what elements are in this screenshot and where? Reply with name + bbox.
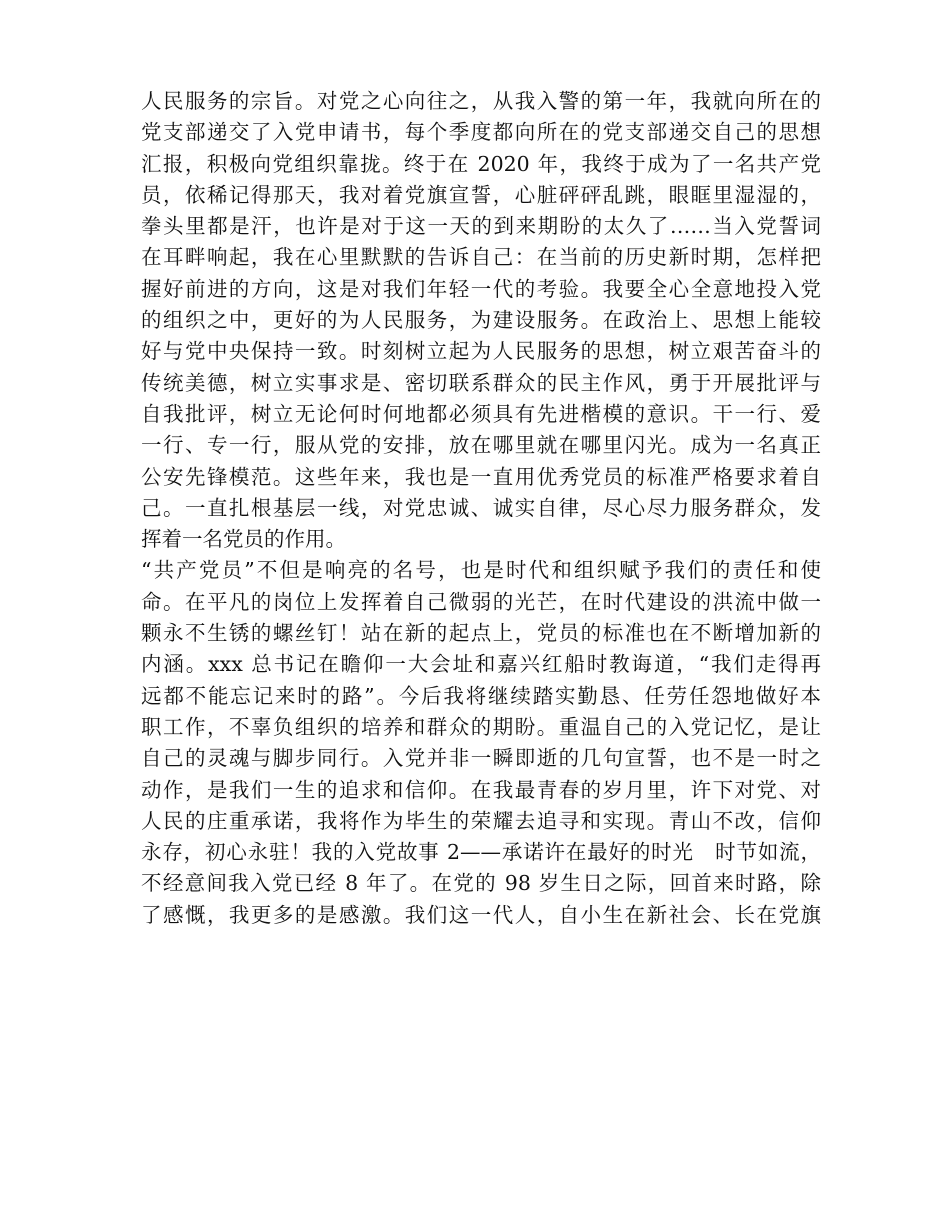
text-line: 拳头里都是汗，也许是对于这一天的到来期盼的太久了……当入党誓词: [141, 214, 821, 239]
document-body: [141, 86, 821, 931]
text-line: 了感慨，我更多的是感激。我们这一代人，自小生在新社会、长在党旗: [141, 902, 821, 927]
text-line: 党支部递交了入党申请书，每个季度都向所在的党支部递交自己的思想: [141, 120, 821, 145]
text-line: “共产党员”不但是响亮的名号，也是时代和组织赋予我们的责任和使: [141, 558, 821, 583]
text-line: 传统美德，树立实事求是、密切联系群众的民主作风，勇于开展批评与: [141, 370, 821, 395]
text-line: 人民服务的宗旨。对党之心向往之，从我入警的第一年，我就向所在的: [141, 89, 821, 113]
text-line: 远都不能忘记来时的路”。今后我将继续踏实勤恳、任劳任怨地做好本: [141, 683, 821, 708]
text-line: 自己的灵魂与脚步同行。入党并非一瞬即逝的几句宣誓，也不是一时之: [141, 746, 821, 771]
text-line: 在耳畔响起，我在心里默默的告诉自己：在当前的历史新时期，怎样把: [141, 245, 821, 270]
text-line: 命。在平凡的岗位上发挥着自己微弱的光芒，在时代建设的洪流中做一: [141, 589, 821, 614]
text-line: 自我批评，树立无论何时何地都必须具有先进楷模的意识。干一行、爱: [141, 401, 821, 426]
text-line: 一行、专一行，服从党的安排，放在哪里就在哪里闪光。成为一名真正: [141, 433, 821, 458]
text-line: 的组织之中，更好的为人民服务，为建设服务。在政治上、思想上能较: [141, 308, 821, 333]
text-line: 颗永不生锈的螺丝钉！站在新的起点上，党员的标准也在不断增加新的: [141, 621, 821, 646]
text-line: 公安先锋模范。这些年来，我也是一直用优秀党员的标准严格要求着自: [141, 464, 821, 489]
text-line: 员，依稀记得那天，我对着党旗宣誓，心脏砰砰乱跳，眼眶里湿湿的，: [141, 182, 821, 207]
text-line: 握好前进的方向，这是对我们年轻一代的考验。我要全心全意地投入党: [141, 276, 821, 301]
paragraph: [141, 555, 821, 931]
text-line: 内涵。xxx 总书记在瞻仰一大会址和嘉兴红船时教诲道，“我们走得再: [141, 652, 821, 677]
text-line: 职工作，不辜负组织的培养和群众的期盼。重温自己的入党记忆，是让: [141, 714, 821, 739]
text-line: 好与党中央保持一致。时刻树立起为人民服务的思想，树立艰苦奋斗的: [141, 339, 821, 364]
text-line: 永存，初心永驻！我的入党故事 2——承诺许在最好的时光 时节如流，: [141, 840, 821, 865]
text-line: 己。一直扎根基层一线，对党忠诚、诚实自律，尽心尽力服务群众，发: [141, 495, 821, 520]
text-line: 汇报，积极向党组织靠拢。终于在 2020 年，我终于成为了一名共产党: [141, 151, 821, 176]
text-line: 人民的庄重承诺，我将作为毕生的荣耀去追寻和实现。青山不改，信仰: [141, 808, 821, 833]
text-line: 挥着一名党员的作用。: [141, 527, 346, 552]
text-line: 不经意间我入党已经 8 年了。在党的 98 岁生日之际，回首来时路，除: [141, 871, 821, 896]
text-line: 动作，是我们一生的追求和信仰。在我最青春的岁月里，许下对党、对: [141, 777, 821, 802]
paragraph: [141, 86, 821, 555]
